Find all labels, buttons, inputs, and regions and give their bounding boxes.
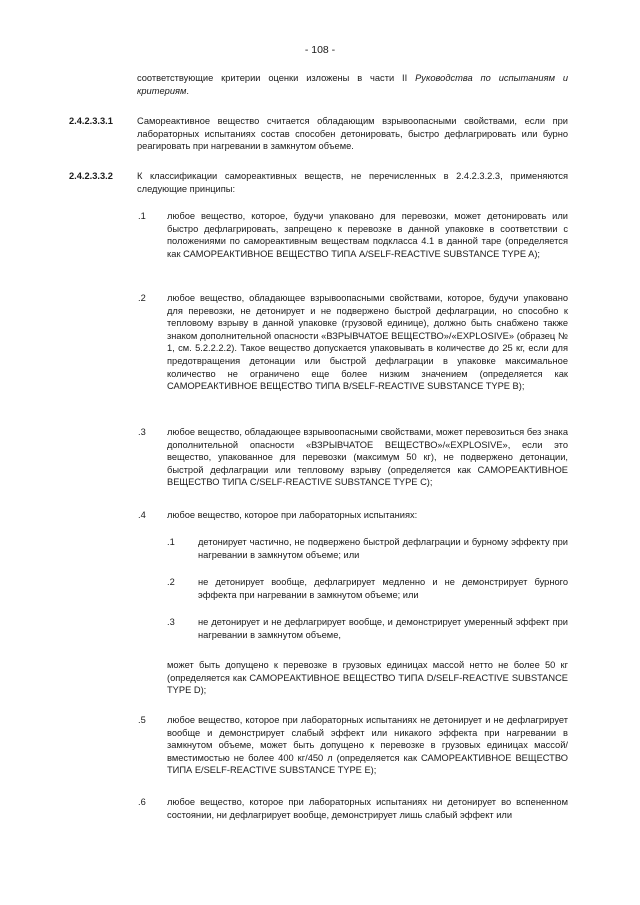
list-item <box>167 210 568 260</box>
list-item <box>167 796 568 821</box>
list-item-number: .4 <box>138 510 146 520</box>
list-item-text: любое вещество, обладающее взрывоопасными свойствами, может перевозиться без знака дополнительной опасности «ВЗРЫВЧАТОЕ ВЕЩЕСТВО»/«EXPLOSIVE», если это вещество, упакованное для перевозки (максимум 50 кг), не подвержено детонации, быстрой дефлаграции или тепловому взрыву (определяется как САМОРЕАКТИВНОЕ ВЕЩЕСТВО ТИПА C/SELF-REACTIVE SUBSTANCE TYPE C); <box>167 427 568 488</box>
list-item <box>167 426 568 489</box>
sub-item <box>198 616 568 641</box>
sub-item-number: .1 <box>167 537 175 547</box>
list-item-text: любое вещество, которое при лабораторных испытаниях: <box>167 510 418 520</box>
section-number-2: 2.4.2.3.3.2 <box>69 171 113 181</box>
list-item <box>167 509 568 522</box>
list-item-number: .5 <box>138 715 146 725</box>
sub-item-text: детонирует частично, не подвержено быстрой дефлаграции и бурному эффекту при нагревании в замкнутом объеме; или <box>198 537 568 560</box>
section-text-1: Самореактивное вещество считается обладающим взрывоопасными свойствами, если при лабораторных испытаниях состав способен детонировать, быстро дефлагрировать или бурно реагировать при нагревании в замкнутом объеме. <box>137 116 568 152</box>
sub-item-number: .2 <box>167 577 175 587</box>
section-text-2: К классификации самореактивных веществ, не перечисленных в 2.4.2.3.2.3, применяются следующие принципы: <box>137 171 568 194</box>
list-item-number: .2 <box>138 293 146 303</box>
list-item-number: .1 <box>138 211 146 221</box>
list-item-continuation <box>167 659 568 697</box>
intro-text: соответствующие критерии оценки изложены в части II <box>137 73 416 83</box>
sub-item-text: не детонирует и не дефлагрирует вообще, и демонстрирует умеренный эффект при нагревании в замкнутом объеме, <box>198 617 568 640</box>
list-item <box>167 714 568 777</box>
intro-text-end: . <box>186 85 189 96</box>
sub-item <box>198 576 568 601</box>
section-paragraph-2 <box>137 170 568 195</box>
list-item-text: любое вещество, которое при лабораторных испытаниях ни детонирует во вспененном состоянии, ни дефлагрирует вообще, демонстрирует лишь слабый эффект или <box>167 797 568 820</box>
intro-paragraph <box>137 72 568 97</box>
section-paragraph-1 <box>137 115 568 153</box>
list-item-number: .6 <box>138 797 146 807</box>
section-number-1: 2.4.2.3.3.1 <box>69 116 113 126</box>
list-item <box>167 292 568 393</box>
sub-item-text: не детонирует вообще, дефлагрирует медленно и не демонстрирует бурного эффекта при нагревании в замкнутом объеме; или <box>198 577 568 600</box>
list-item-continuation-text: может быть допущено к перевозке в грузовых единицах массой нетто не более 50 кг (определяется как САМОРЕАКТИВНОЕ ВЕЩЕСТВО ТИПА D/SELF-REACTIVE SUBSTANCE TYPE D); <box>167 660 568 696</box>
sub-item <box>198 536 568 561</box>
page-number: - 108 - <box>304 44 336 56</box>
sub-item-number: .3 <box>167 617 175 627</box>
list-item-text: любое вещество, обладающее взрывоопасными свойствами, которое, будучи упаковано для перевозки, не детонирует и не подвержено быстрой дефлаграции, но способно к тепловому взрыву в данной упаковке (грузовой единице), должно быть снабжено также знаком дополнительной опасности «ВЗРЫВЧАТОЕ ВЕЩЕСТВО»/«EXPLOSIVE» (образец № 1, см. 5.2.2.2.2). Такое вещество допускается упаковывать в количестве до 25 кг, если для предотвращения детонации или быстрой дефлаграции в упаковке максимальное количество не ограничено еще более низким значением (определяется как САМОРЕАКТИВНОЕ ВЕЩЕСТВО ТИПА B/SELF-REACTIVE SUBSTANCE TYPE B); <box>167 293 568 392</box>
list-item-text: любое вещество, которое при лабораторных испытаниях не детонирует и не дефлагрирует вообще и демонстрирует слабый эффект или никакого эффекта при нагревании в замкнутом объеме, может быть допущено к перевозке в грузовых единицах массой/вместимостью не более 400 кг/450 л (определяется как САМОРЕАКТИВНОЕ ВЕЩЕСТВО ТИПА E/SELF-REACTIVE SUBSTANCE TYPE E); <box>167 715 568 776</box>
list-item-number: .3 <box>138 427 146 437</box>
list-item-text: любое вещество, которое, будучи упаковано для перевозки, может детонировать или быстро дефлагрировать, запрещено к перевозке в данной упаковке в соответствии с положениями по самореактивным веществам подкласса 4.1 в данной таре (определяется как САМОРЕАКТИВНОЕ ВЕЩЕСТВО ТИПА A/SELF-REACTIVE SUBSTANCE TYPE A); <box>167 211 568 259</box>
intro-italic-title: Руководства по испытаниям и критериям <box>137 73 568 96</box>
